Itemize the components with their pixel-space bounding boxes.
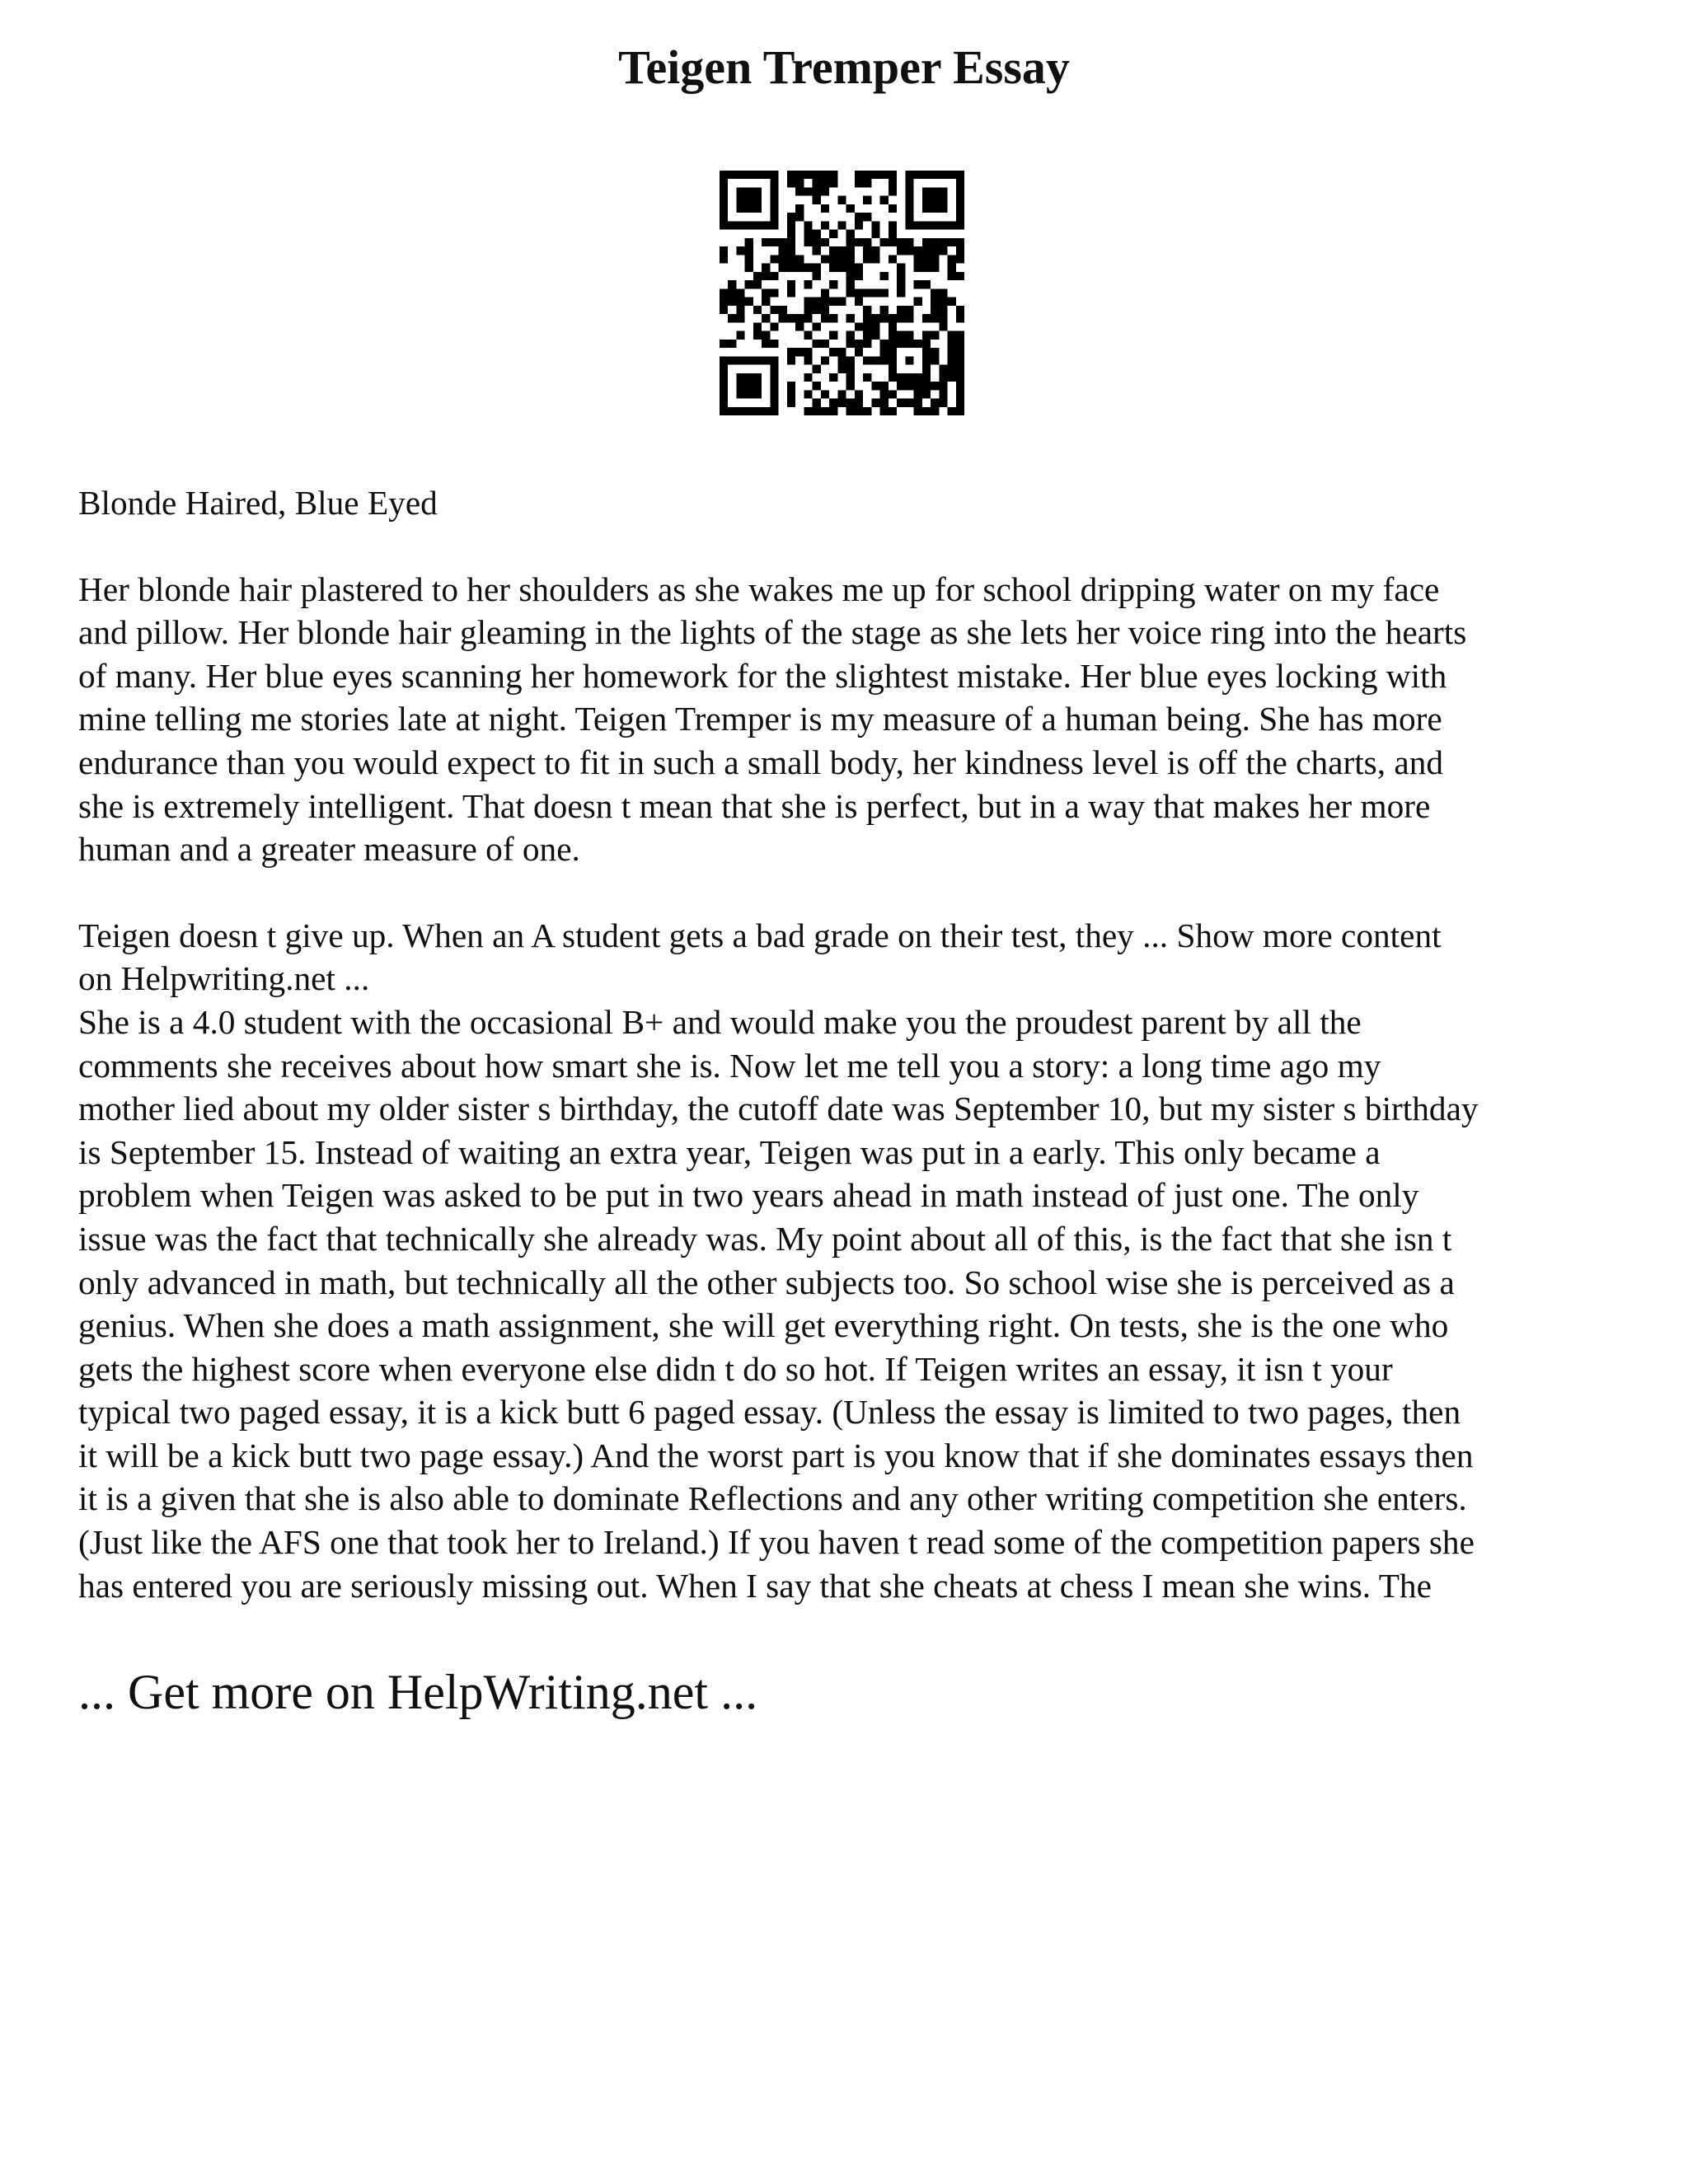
paragraph-line: is September 15. Instead of waiting an extra year, Teigen was put in a early. This only became a	[78, 1132, 1381, 1171]
paragraph-line: mine telling me stories late at night. Teigen Tremper is my measure of a human being. She has more	[78, 700, 1442, 738]
paragraph-line: Her blonde hair plastered to her shoulders as she wakes me up for school dripping water on my face	[78, 569, 1440, 608]
paragraph-line: she is extremely intelligent. That doesn t mean that she is perfect, but in a way that makes her more	[78, 786, 1431, 825]
paragraph-line: issue was the fact that technically she already was. My point about all of this, is the fact that she isn t	[78, 1219, 1452, 1258]
paragraph-line: has entered you are seriously missing out. When I say that she cheats at chess I mean she wins. The	[78, 1566, 1432, 1605]
paragraph-line: genius. When she does a math assignment, she will get everything right. On tests, she is the one who	[78, 1306, 1449, 1345]
paragraph-line: only advanced in math, but technically all the other subjects too. So school wise she is perceived as a	[78, 1263, 1455, 1301]
paragraph-line: typical two paged essay, it is a kick butt 6 paged essay. (Unless the essay is limited to two pages, then	[78, 1393, 1461, 1432]
paragraph-3	[78, 1001, 1628, 1607]
paragraph-1	[78, 568, 1628, 871]
paragraph-2	[78, 914, 1628, 1001]
qr-code-icon[interactable]	[720, 171, 964, 415]
paragraph-line: human and a greater measure of one.	[78, 830, 580, 869]
paragraph-line: on Helpwriting.net ...	[78, 959, 370, 998]
paragraph-line: She is a 4.0 student with the occasional B+ and would make you the proudest parent by all the	[78, 1002, 1362, 1041]
paragraph-line: mother lied about my older sister s birthday, the cutoff date was September 10, but my sister s birthday	[78, 1090, 1479, 1128]
paragraph-line: and pillow. Her blonde hair gleaming in the lights of the stage as she lets her voice ring into the hearts	[78, 613, 1467, 652]
paragraph-line: of many. Her blue eyes scanning her homework for the slightest mistake. Her blue eyes locking with	[78, 656, 1447, 695]
paragraph-line: comments she receives about how smart she is. Now let me tell you a story: a long time ago my	[78, 1046, 1381, 1085]
paragraph-line: (Just like the AFS one that took her to Ireland.) If you haven t read some of the competition papers she	[78, 1523, 1475, 1562]
page-title: Teigen Tremper Essay	[618, 40, 1070, 94]
paragraph-line: Teigen doesn t give up. When an A student gets a bad grade on their test, they ... Show more content	[78, 916, 1442, 954]
paragraph-line: problem when Teigen was asked to be put in two years ahead in math instead of just one. The only	[78, 1176, 1419, 1215]
essay-body	[78, 481, 1628, 1607]
essay-subtitle: Blonde Haired, Blue Eyed	[78, 484, 438, 522]
paragraph-line: gets the highest score when everyone else didn t do so hot. If Teigen writes an essay, it isn t your	[78, 1349, 1393, 1388]
paragraph-line: it is a given that she is also able to dominate Reflections and any other writing competition she enters.	[78, 1479, 1467, 1518]
get-more-link[interactable]: ... Get more on HelpWriting.net ...	[78, 1665, 758, 1719]
paragraph-line: it will be a kick butt two page essay.) And the worst part is you know that if she dominates essays then	[78, 1436, 1474, 1474]
paragraph-line: endurance than you would expect to fit in such a small body, her kindness level is off the charts, and	[78, 743, 1444, 781]
